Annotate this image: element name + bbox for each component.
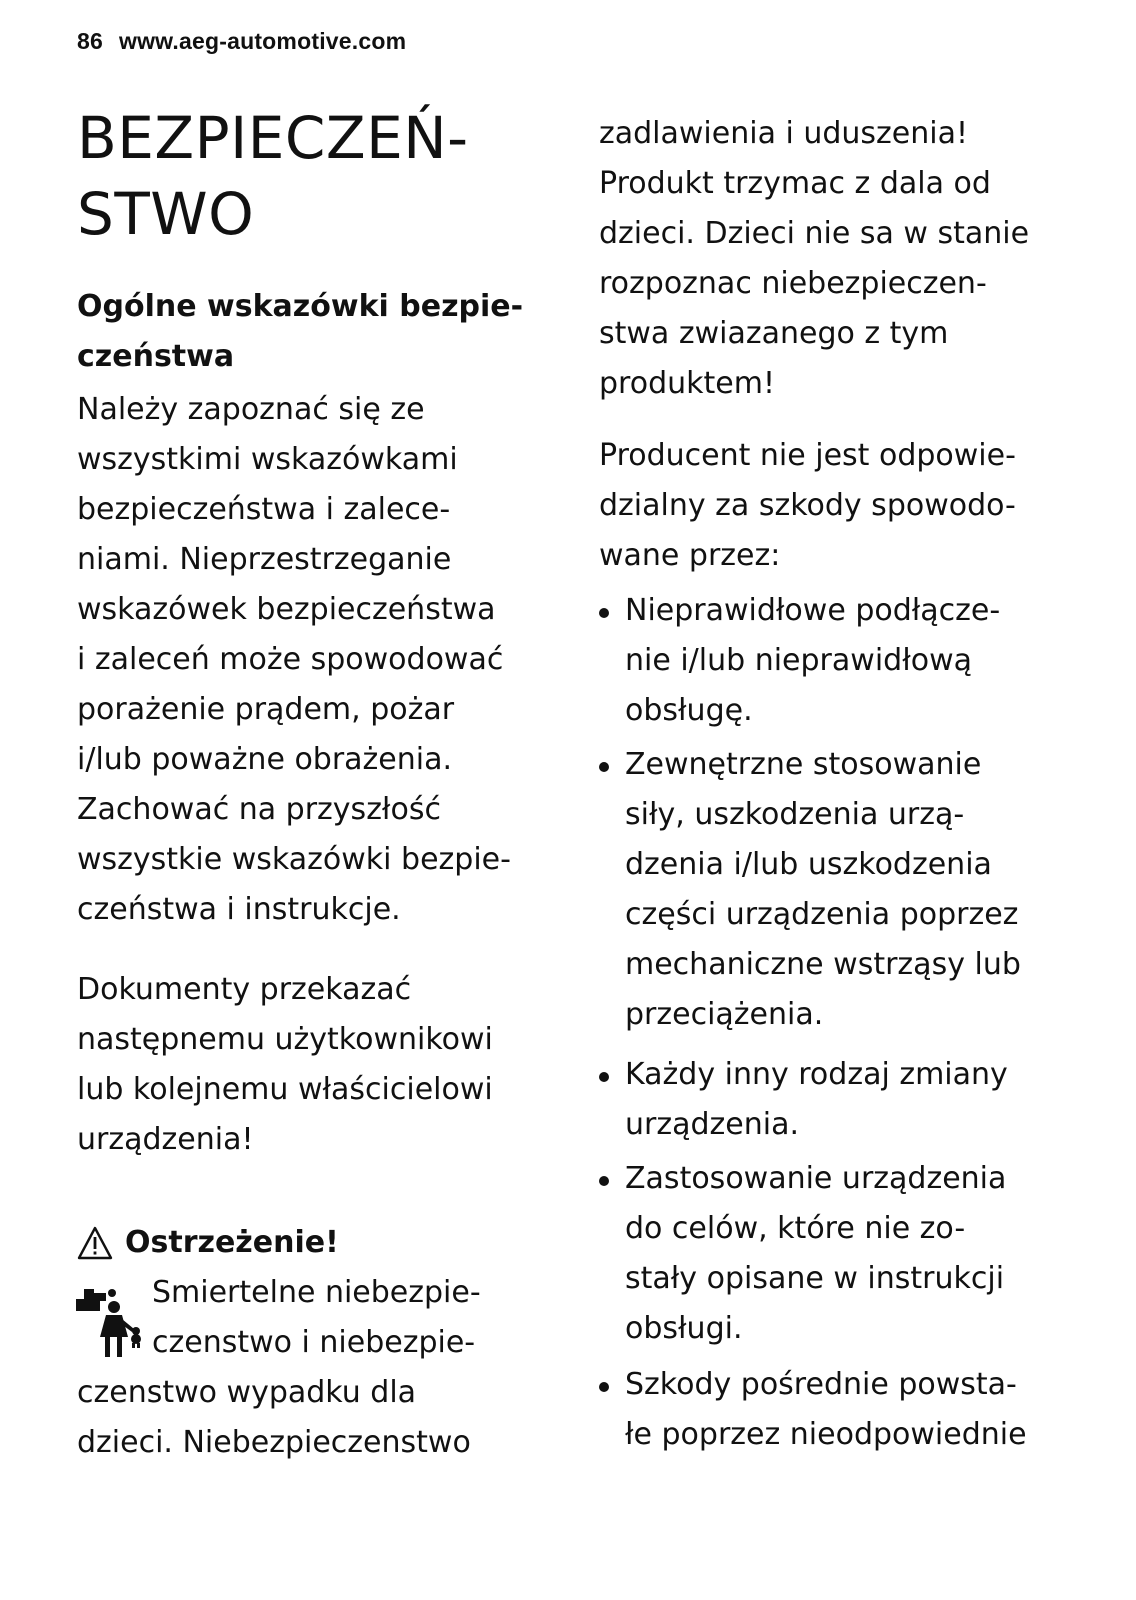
text-line: następnemu użytkownikowi (77, 1022, 493, 1057)
text-line: stały opisane w instrukcji (625, 1261, 1005, 1296)
text-line: Zastosowanie urządzenia (625, 1161, 1007, 1196)
text-line: dzieci. Dzieci nie sa w stanie (599, 216, 1030, 251)
warning-continuation-paragraph (599, 109, 1029, 409)
text-line: części urządzenia poprzez (625, 897, 1019, 932)
bullet-icon (599, 608, 609, 618)
text-line: produktem! (599, 366, 775, 401)
text-line: i/lub poważne obrażenia. (77, 742, 453, 777)
text-line: lub kolejnemu właścicielowi (77, 1072, 493, 1107)
section-subheading (77, 282, 523, 382)
text-line: Zewnętrzne stosowanie (625, 747, 982, 782)
warning-text-indented (152, 1268, 481, 1368)
text-line: łe poprzez nieodpowiednie (625, 1417, 1027, 1452)
text-line: do celów, które nie zo- (625, 1211, 966, 1246)
text-line: czeństwa i instrukcje. (77, 892, 401, 927)
text-line: Nieprawidłowe podłącze- (625, 593, 1001, 628)
text-line: wszystkimi wskazówkami (77, 442, 458, 477)
text-line: dzialny za szkody spowodo- (599, 488, 1016, 523)
text-line: Smiertelne niebezpie- (152, 1275, 481, 1310)
header-url[interactable]: www.aeg-automotive.com (118, 28, 407, 54)
warning-heading (77, 1218, 339, 1268)
warning-text (77, 1368, 471, 1468)
text-line: obsługę. (625, 693, 753, 728)
bullet-icon (599, 762, 609, 772)
text-line: mechaniczne wstrząsy lub (625, 947, 1021, 982)
warning-label: Ostrzeżenie! (125, 1225, 339, 1260)
subheading-line: Ogólne wskazówki bezpie- (77, 289, 524, 324)
text-line: niami. Nieprzestrzeganie (77, 542, 452, 577)
text-line: i zaleceń może spowodować (77, 642, 504, 677)
text-line: dzenia i/lub uszkodzenia (625, 847, 992, 882)
text-line: urządzenia. (625, 1107, 799, 1142)
text-line: wskazówek bezpieczeństwa (77, 592, 496, 627)
warning-triangle-icon (77, 1226, 113, 1260)
text-line: Szkody pośrednie powsta- (625, 1367, 1017, 1402)
child-choking-hazard-icon (76, 1287, 146, 1369)
text-line: rozpoznac niebezpieczen- (599, 266, 987, 301)
text-line: przeciążenia. (625, 997, 824, 1032)
page-title-line-2: STWO (77, 180, 255, 248)
subheading-line: czeństwa (77, 339, 235, 374)
text-line: zadlawienia i uduszenia! (599, 116, 969, 151)
text-line: dzieci. Niebezpieczenstwo (77, 1425, 471, 1460)
text-line: obsługi. (625, 1311, 743, 1346)
bullet-icon (599, 1072, 609, 1082)
safety-paragraph-1 (77, 385, 511, 935)
text-line: Producent nie jest odpowie- (599, 438, 1016, 473)
page-title-line-1: BEZPIECZEŃ- (77, 104, 469, 172)
text-line: porażenie prądem, pożar (77, 692, 455, 727)
text-line: Produkt trzymac z dala od (599, 166, 991, 201)
text-line: Zachować na przyszłość (77, 792, 441, 827)
bullet-icon (599, 1382, 609, 1392)
text-line: czenstwo wypadku dla (77, 1375, 417, 1410)
text-line: Każdy inny rodzaj zmiany (625, 1057, 1008, 1092)
text-line: nie i/lub nieprawidłową (625, 643, 972, 678)
text-line: Należy zapoznać się ze (77, 392, 425, 427)
text-line: bezpieczeństwa i zalece- (77, 492, 451, 527)
bullet-icon (599, 1176, 609, 1186)
text-line: stwa zwiazanego z tym (599, 316, 949, 351)
text-line: wane przez: (599, 538, 781, 573)
text-line: siły, uszkodzenia urzą- (625, 797, 965, 832)
safety-paragraph-2 (77, 965, 493, 1165)
page-title (77, 100, 469, 252)
text-line: Dokumenty przekazać (77, 972, 412, 1007)
text-line: wszystkie wskazówki bezpie- (77, 842, 511, 877)
page-number: 86 (77, 28, 103, 54)
liability-paragraph (599, 431, 1016, 581)
page-header (77, 28, 406, 55)
text-line: urządzenia! (77, 1122, 254, 1157)
text-line: czenstwo i niebezpie- (152, 1325, 476, 1360)
